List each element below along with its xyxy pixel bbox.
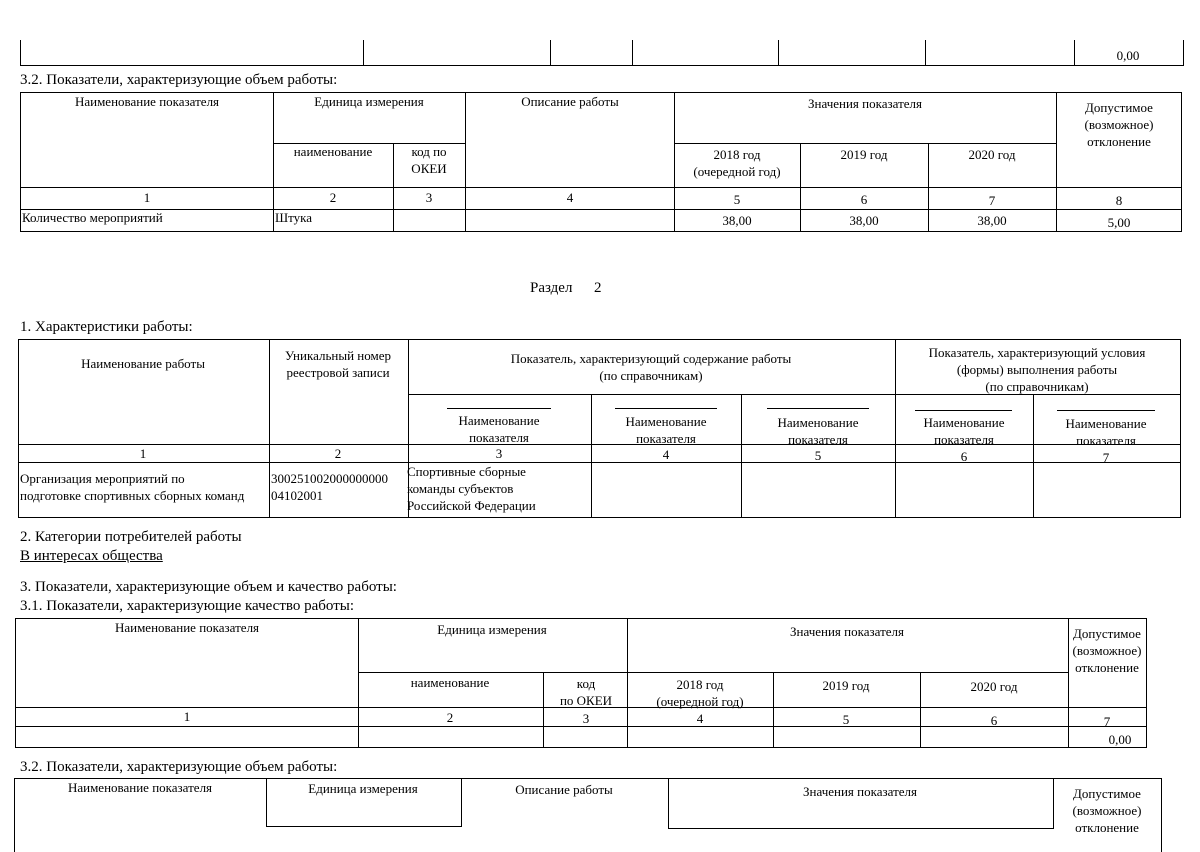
char-heading: 1. Характеристики работы: [20,319,193,335]
s1-num-2: 2 [329,190,337,205]
s1-h-name: Наименование показателя [74,94,220,109]
q-h-name: Наименование показателя [114,620,260,635]
quality-heading: 3.1. Показатели, характеризующие качество работы: [20,598,354,614]
s2-h-name: Наименование показателя [67,780,213,795]
s1-h-dev-3: отклонение [1087,134,1151,149]
q-h-unit: Единица измерения [437,622,547,637]
char-h-reg-1: Уникальный номер [285,348,391,363]
s2-h-desc: Описание работы [515,782,613,797]
char-row-reg-1: 300251002000000000 [271,471,388,486]
char-h-pn6-1: Наименование [923,415,1005,430]
s2-h-dev-2: (возможное) [1072,803,1142,818]
q-h-y1-1: 2018 год [676,677,724,692]
char-h-pn6-2: показателя [934,432,994,447]
consumers-value: В интересах общества [20,548,163,564]
s2-h-dev-1: Допустимое [1073,786,1141,801]
q-num-3: 3 [582,711,590,726]
s1-h-y1-2: (очередной год) [693,164,781,179]
s1-num-7: 7 [988,193,996,208]
s1-num-1: 1 [143,190,151,205]
q-num-1: 1 [183,709,191,724]
q-num-2: 2 [446,710,454,725]
char-row-work-1: Организация мероприятий по [20,471,185,486]
s1-h-values: Значения показателя [807,96,923,111]
char-row-reg-2: 04102001 [271,488,323,503]
s1-row-unit: Штука [275,210,313,225]
char-h-reg-2: реестровой записи [286,365,390,380]
q-num-4: 4 [696,711,704,726]
char-h-pn7-2: показателя [1076,433,1136,448]
s1-h-dev-1: Допустимое [1085,100,1153,115]
q-h-okei-2: по ОКЕИ [559,693,613,708]
s1-num-5: 5 [733,192,741,207]
s1-h-y3: 2020 год [968,147,1016,162]
s2-h-values: Значения показателя [802,784,918,799]
consumers-heading: 2. Категории потребителей работы [20,529,242,545]
char-h-pn4-1: Наименование [625,414,707,429]
q-h-dev-1: Допустимое [1073,626,1141,641]
s1-h-unit-name: наименование [293,144,373,159]
char-h-pn7-1: Наименование [1065,416,1147,431]
s1-row-name: Количество мероприятий [22,210,163,225]
q-num-5: 5 [842,712,850,727]
char-h-pn5-2: показателя [788,432,848,447]
s1-h-y2: 2019 год [840,147,888,162]
char-num-1: 1 [139,446,147,461]
char-row-work-2: подготовке спортивных сборных команд [20,488,245,503]
char-h-pn4-2: показателя [636,431,696,446]
s1-num-3: 3 [425,190,433,205]
s2-h-unit: Единица измерения [308,781,418,796]
char-h-pn5-1: Наименование [777,415,859,430]
q-num-7: 7 [1103,714,1111,729]
char-row-content-1: Спортивные сборные [407,464,526,479]
q-dev-value: 0,00 [1108,732,1132,747]
char-h-pn3-1: Наименование [458,413,540,428]
s1-volume-heading: 3.2. Показатели, характеризующие объем работы: [20,72,338,88]
char-num-3: 3 [495,446,503,461]
s1-num-4: 4 [566,190,574,205]
char-h-cond-3: (по справочникам) [985,379,1089,394]
s1-row-dev: 5,00 [1107,215,1131,230]
section-number: 2 [593,280,602,296]
s1-num-8: 8 [1115,193,1123,208]
s1-h-desc: Описание работы [521,94,619,109]
q-h-y2: 2019 год [822,678,870,693]
s1-h-unit: Единица измерения [314,94,424,109]
char-num-5: 5 [814,448,822,463]
section-label: Раздел [530,280,573,296]
s1-h-dev-2: (возможное) [1084,117,1154,132]
q-h-okei-1: код [576,676,596,691]
q-h-y1-2: (очередной год) [656,694,744,709]
char-row-content-3: Российской Федерации [407,498,536,513]
char-h-pn3-2: показателя [469,430,529,445]
char-num-7: 7 [1102,450,1110,465]
top-strip-value: 0,00 [1116,48,1140,63]
char-h-cond-2: (формы) выполнения работы [956,362,1118,377]
char-num-6: 6 [960,449,968,464]
s1-num-6: 6 [860,192,868,207]
q-h-y3: 2020 год [970,679,1018,694]
char-h-content-2: (по справочникам) [599,368,703,383]
s1-row-v1: 38,00 [722,213,752,228]
s1-row-v2: 38,00 [849,213,879,228]
s1-h-okei-1: код по [411,144,447,159]
char-h-content-1: Показатель, характеризующий содержание работы [510,351,792,366]
q-h-unit-name: наименование [410,675,490,690]
char-h-cond-1: Показатель, характеризующий условия [928,345,1146,360]
s1-row-v3: 38,00 [977,213,1007,228]
section-title [530,280,601,297]
char-num-4: 4 [662,447,670,462]
char-h-work: Наименование работы [81,356,205,371]
vq-heading: 3. Показатели, характеризующие объем и качество работы: [20,579,397,595]
s1-h-okei-2: ОКЕИ [411,161,447,176]
q-h-dev-3: отклонение [1075,660,1139,675]
s1-h-y1-1: 2018 год [713,147,761,162]
q-h-dev-2: (возможное) [1072,643,1142,658]
s2-h-dev-3: отклонение [1075,820,1139,835]
char-row-content-2: команды субъектов [407,481,514,496]
q-h-values: Значения показателя [789,624,905,639]
s2-volume-heading: 3.2. Показатели, характеризующие объем работы: [20,759,338,775]
q-num-6: 6 [990,713,998,728]
char-num-2: 2 [334,446,342,461]
